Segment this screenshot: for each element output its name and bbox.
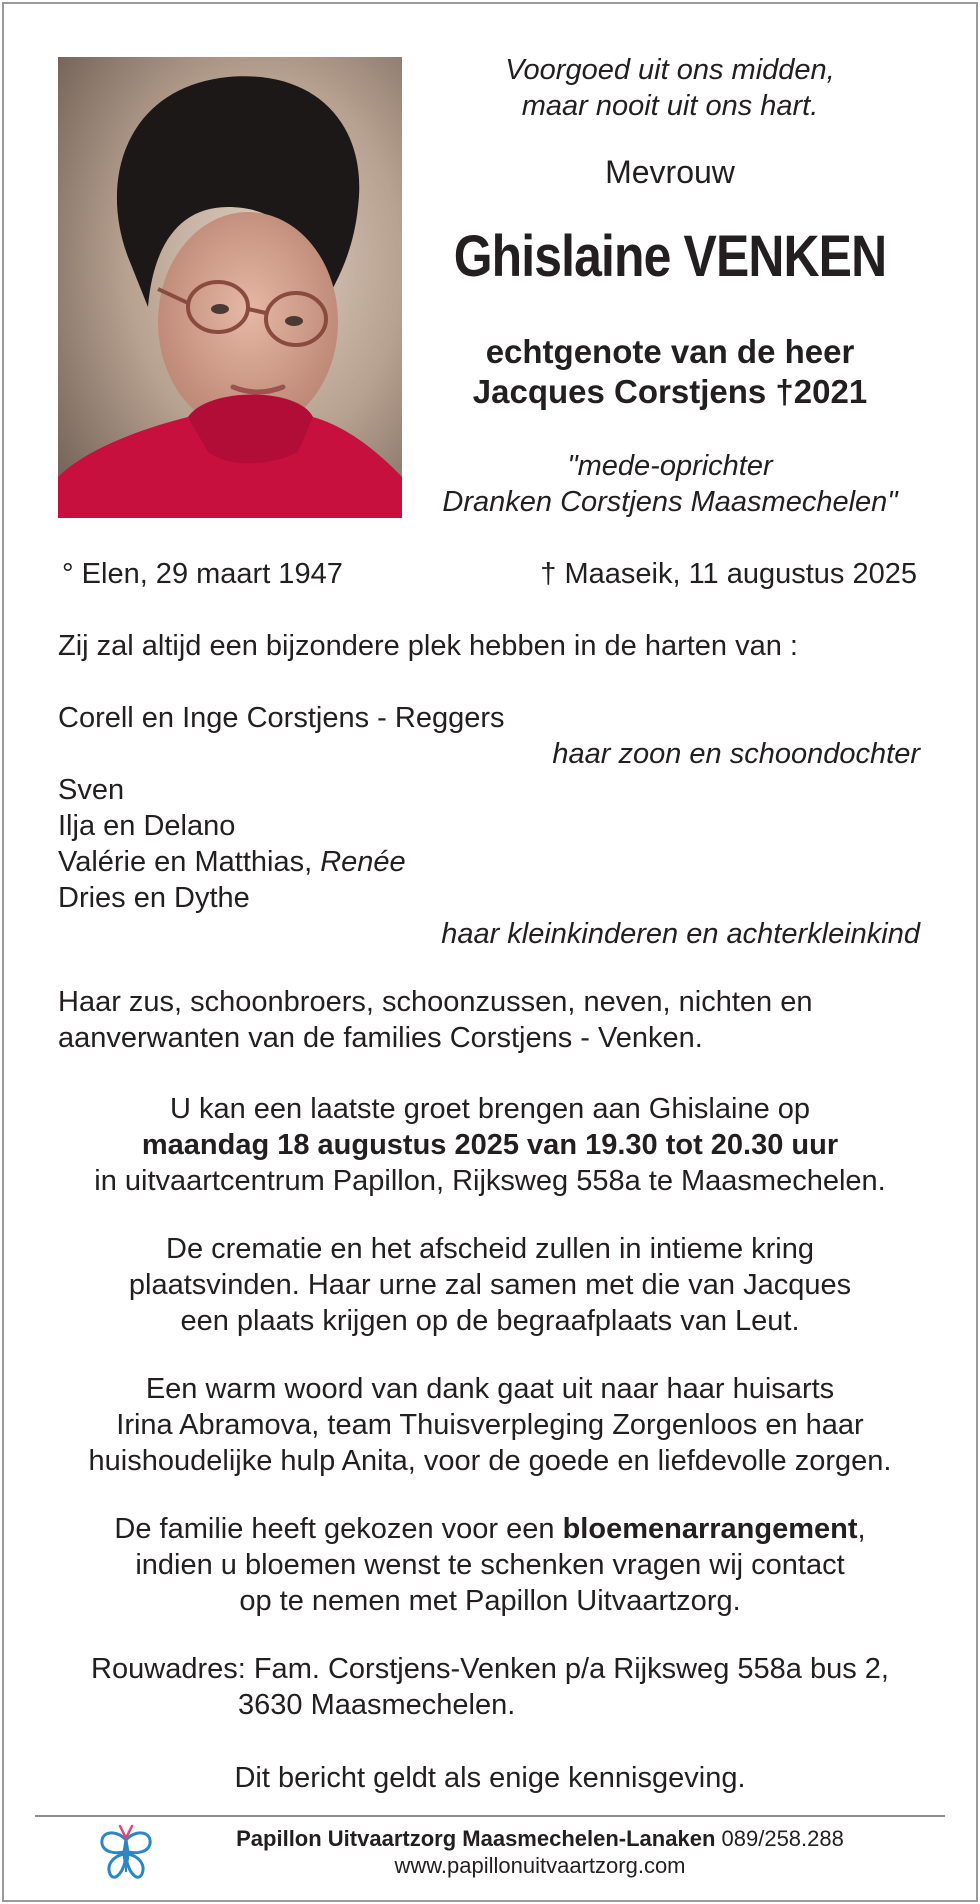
spouse-line-2: Jacques Corstjens †2021 [472,373,868,410]
flowers-pre: De familie heeft gekozen voor een [114,1513,563,1545]
cremation-line-3: een plaats krijgen op de begraafplaats van Leut. [180,1305,800,1337]
thanks-line-2: Irina Abramova, team Thuisverpleging Zorgenloos en haar [116,1409,864,1441]
footer-company [180,1825,900,1853]
relatives-line-1: Haar zus, schoonbroers, schoonzussen, neven, nichten en [58,986,813,1018]
grandchild-3-names: Valérie en Matthias, [58,846,313,878]
company-website[interactable]: www.papillonuitvaartzorg.com [394,1853,686,1878]
founder-note [400,448,940,520]
cremation-info [50,1231,930,1339]
butterfly-icon [94,1822,158,1886]
son-role: haar zoon en schoondochter [552,738,920,770]
thanks-line-3: huishoudelijke hulp Anita, voor de goede en liefdevolle zorgen. [88,1445,892,1477]
footer-divider [35,1815,945,1817]
visit-line-3: in uitvaartcentrum Papillon, Rijksweg 558a te Maasmechelen. [94,1165,886,1197]
spouse-info [400,332,940,412]
mourning-address [50,1651,930,1723]
flowers-line-2: indien u bloemen wenst te schenken vragen wij contact [135,1549,845,1581]
thanks-line-1: Een warm woord van dank gaat uit naar haar huisarts [145,1373,835,1405]
motto-line-1: Voorgoed uit ons midden, [505,54,835,86]
family-intro: Zij zal altijd een bijzondere plek hebben in de harten van : [58,630,798,662]
founder-line-2: Dranken Corstjens Maasmechelen" [442,486,898,518]
visit-date: maandag 18 augustus 2025 van 19.30 tot 20.30 uur [141,1129,839,1161]
great-grandchild-name: Renée [320,846,406,878]
son-line: Corell en Inge Corstjens - Reggers [58,702,505,734]
motto-line-2: maar nooit uit ons hart. [521,90,819,122]
relatives-line-2: aanverwanten van de families Corstjens - Venken. [58,1022,703,1054]
thanks-info [50,1371,930,1479]
birth-info: ° Elen, 29 maart 1947 [62,558,343,590]
cremation-line-2: plaatsvinden. Haar urne zal samen met die van Jacques [128,1269,852,1301]
relatives [58,984,812,1056]
flowers-line-1 [50,1511,930,1547]
address-line-2: 3630 Maasmechelen. [238,1689,516,1721]
grandchildren-role: haar kleinkinderen en achterkleinkind [441,918,920,950]
grandchild-4: Dries en Dythe [58,882,250,914]
notice: Dit bericht geldt als enige kennisgeving. [234,1762,746,1794]
flowers-line-3: op te nemen met Papillon Uitvaartzorg. [239,1585,741,1617]
founder-line-1: "mede-oprichter [567,450,773,482]
spouse-line-1: echtgenote van de heer [485,333,855,370]
grandchild-2: Ilja en Delano [58,810,236,842]
company-phone: 089/258.288 [721,1826,844,1851]
portrait-photo [58,57,402,518]
deceased-name: Ghislaine VENKEN [453,224,887,289]
company-name: Papillon Uitvaartzorg Maasmechelen-Lanaken [236,1826,716,1851]
grandchild-1: Sven [58,774,125,806]
flowers-post: , [857,1513,866,1545]
salutation: Mevrouw [605,154,735,190]
address-line-1: Rouwadres: Fam. Corstjens-Venken p/a Rijksweg 558a bus 2, [91,1653,889,1685]
portrait-illustration [58,57,402,518]
motto [400,52,940,124]
grandchild-3 [58,844,406,880]
visit-line-2 [50,1127,930,1163]
cremation-line-1: De crematie en het afscheid zullen in intieme kring [166,1233,814,1265]
visit-line-1: U kan een laatste groet brengen aan Ghislaine op [169,1093,811,1125]
flowers-bold: bloemenarrangement [562,1513,858,1545]
death-info: † Maaseik, 11 augustus 2025 [540,558,917,590]
flowers-info [50,1511,930,1619]
visitation-info [50,1091,930,1199]
